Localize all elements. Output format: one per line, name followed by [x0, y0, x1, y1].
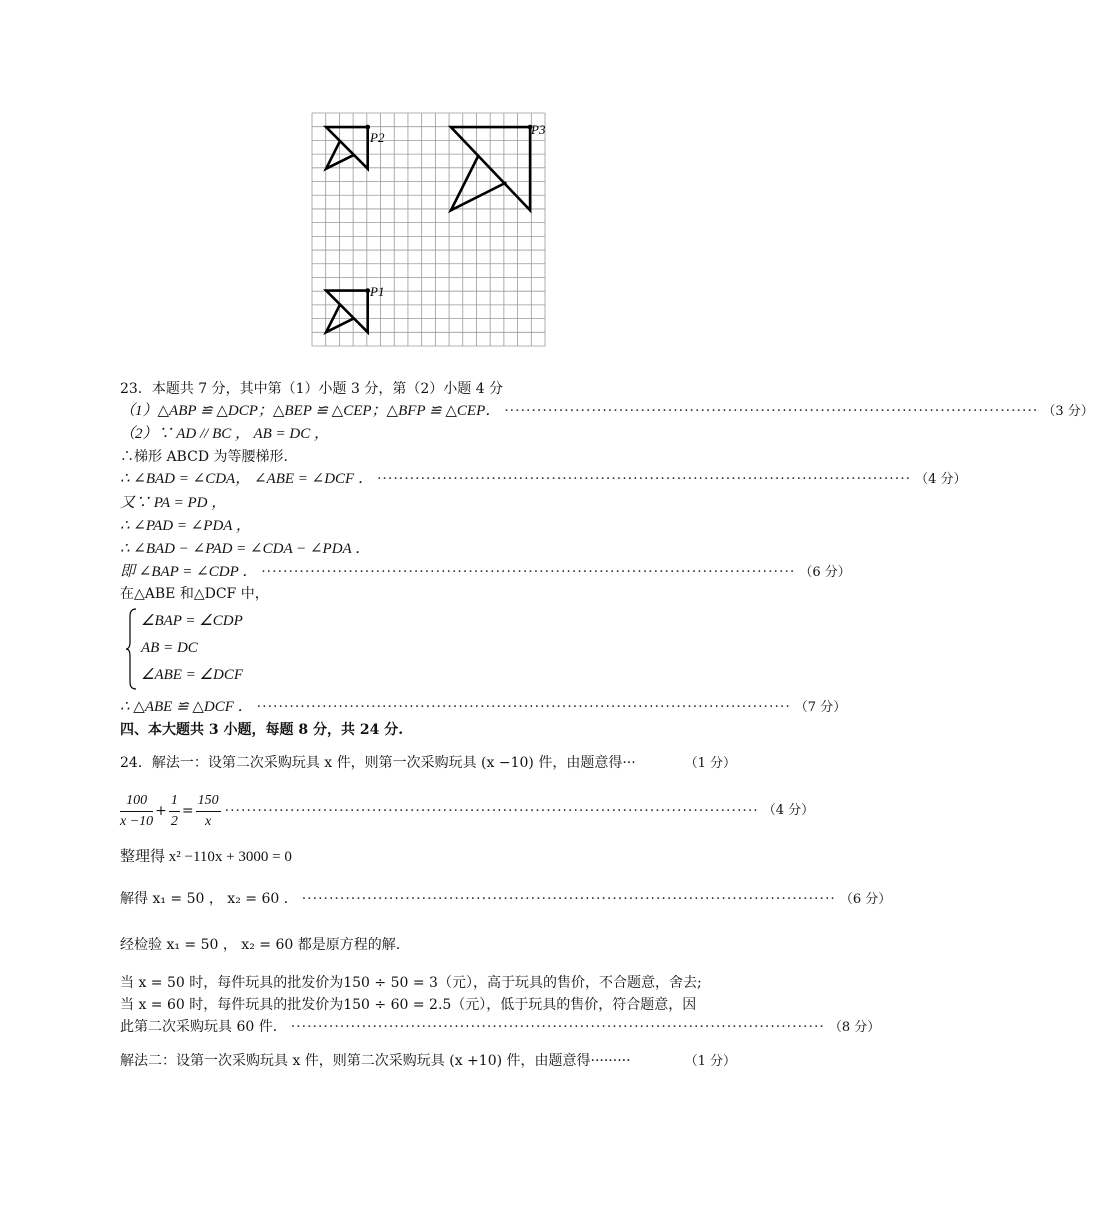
q24-line8: [120, 1018, 881, 1037]
section-4-heading: 四、本大题共 3 小题，每题 8 分，共 24 分.: [120, 722, 404, 738]
q24-line4-score: （6 分）: [839, 892, 892, 907]
q23-line5: 又∵ PA = PD ，: [120, 495, 227, 511]
shape-p1: [326, 291, 368, 333]
q23-line2: （2）∵ AD // BC ， AB = DC ，: [120, 426, 330, 442]
label-p3: P3: [531, 122, 546, 137]
q24-line9-score: （1 分）: [684, 1054, 736, 1069]
q23-line1-score: （3 分）: [1042, 404, 1094, 419]
grid-figure: [312, 113, 545, 346]
equation-system: [125, 608, 325, 690]
dot-leader: ··································································································: [504, 403, 1039, 419]
plus-sign: +: [155, 803, 167, 819]
q23-line10-text: ∴ △ABE ≌ △DCF ．: [120, 699, 253, 715]
dot-leader: ··································································································: [376, 471, 912, 487]
dot-leader: ··································································································: [301, 891, 836, 907]
brace-icon: [125, 608, 137, 690]
q24-equation: [120, 788, 815, 834]
equals-sign: =: [181, 803, 194, 819]
q24-line4-text: 解得 x₁ = 50 ， x₂ = 60 ．: [120, 891, 298, 907]
q23-line10: [120, 698, 847, 717]
q23-line4: [120, 470, 967, 489]
system-line-2: AB = DC: [141, 640, 198, 656]
q23-line6: ∴ ∠PAD = ∠PDA ，: [120, 518, 251, 534]
q24-line1: [120, 754, 736, 773]
q24-line9: [120, 1052, 736, 1071]
q23-line8-text: 即 ∠BAP = ∠CDP ．: [120, 564, 258, 580]
q23-line7: ∴ ∠BAD − ∠PAD = ∠CDA − ∠PDA ．: [120, 541, 371, 557]
q24-line5: 经检验 x₁ = 50 ， x₂ = 60 都是原方程的解.: [120, 937, 401, 953]
q23-line4-score: （4 分）: [915, 472, 967, 487]
shape-p2: [326, 127, 368, 169]
dot-leader: ··································································································: [256, 699, 791, 715]
q24-line8-text: 此第二次采购玩具 60 件．: [120, 1019, 287, 1035]
dot-leader: ··································································································: [224, 803, 759, 819]
fraction-3: $\frac{150}{x}$: [197, 792, 219, 829]
dot-leader: ··································································································: [261, 564, 796, 580]
q23-line8-score: （6 分）: [799, 565, 851, 580]
q24-line6: 当 x = 50 时，每件玩具的批发价为150 ÷ 50 = 3（元），高于玩具的售价，不合题意，舍去;: [120, 975, 702, 991]
q24-line8-score: （8 分）: [828, 1020, 881, 1035]
q23-line8: [120, 563, 851, 582]
q23-line3: ∴梯形 ABCD 为等腰梯形.: [120, 449, 288, 465]
q24-line7: 当 x = 60 时，每件玩具的批发价为150 ÷ 60 = 2.5（元），低于玩具的售价，符合题意，因: [120, 997, 697, 1013]
q23-line4-text: ∴ ∠BAD = ∠CDA， ∠ABE = ∠DCF ．: [120, 471, 373, 487]
q23-line1-text: （1）△ABP ≌ △DCP；△BEP ≌ △CEP；△BFP ≌ △CEP．: [120, 403, 501, 419]
q23-line1: [120, 402, 1094, 421]
q24-equation-score: （4 分）: [762, 803, 815, 818]
system-line-3: ∠ABE = ∠DCF: [141, 667, 244, 683]
fraction-1: $\frac{100}{x -10}$: [120, 792, 154, 829]
fraction-2: $\frac{1}{2}$: [170, 792, 178, 829]
q23-line9: 在△ABE 和△DCF 中，: [120, 586, 269, 602]
q23-line10-score: （7 分）: [794, 700, 847, 715]
point-p2: [365, 125, 370, 130]
label-p2: P2: [370, 130, 385, 145]
q23-header: 23．本题共 7 分，其中第（1）小题 3 分，第（2）小题 4 分: [120, 381, 504, 397]
q24-line4: [120, 890, 892, 909]
label-p1: P1: [370, 284, 385, 299]
system-line-1: ∠BAP = ∠CDP: [141, 613, 243, 629]
q24-line9-text: 解法二：设第一次采购玩具 x 件，则第二次采购玩具 (x +10) 件，由题意得·········: [120, 1053, 631, 1069]
q24-line1-text: 24．解法一：设第二次采购玩具 x 件，则第一次采购玩具 (x −10) 件，由题意得···: [120, 755, 636, 771]
q24-line1-score: （1 分）: [684, 756, 736, 771]
q24-line3: 整理得 x² −110x + 3000 = 0: [120, 849, 292, 865]
dot-leader: ··································································································: [290, 1019, 825, 1035]
